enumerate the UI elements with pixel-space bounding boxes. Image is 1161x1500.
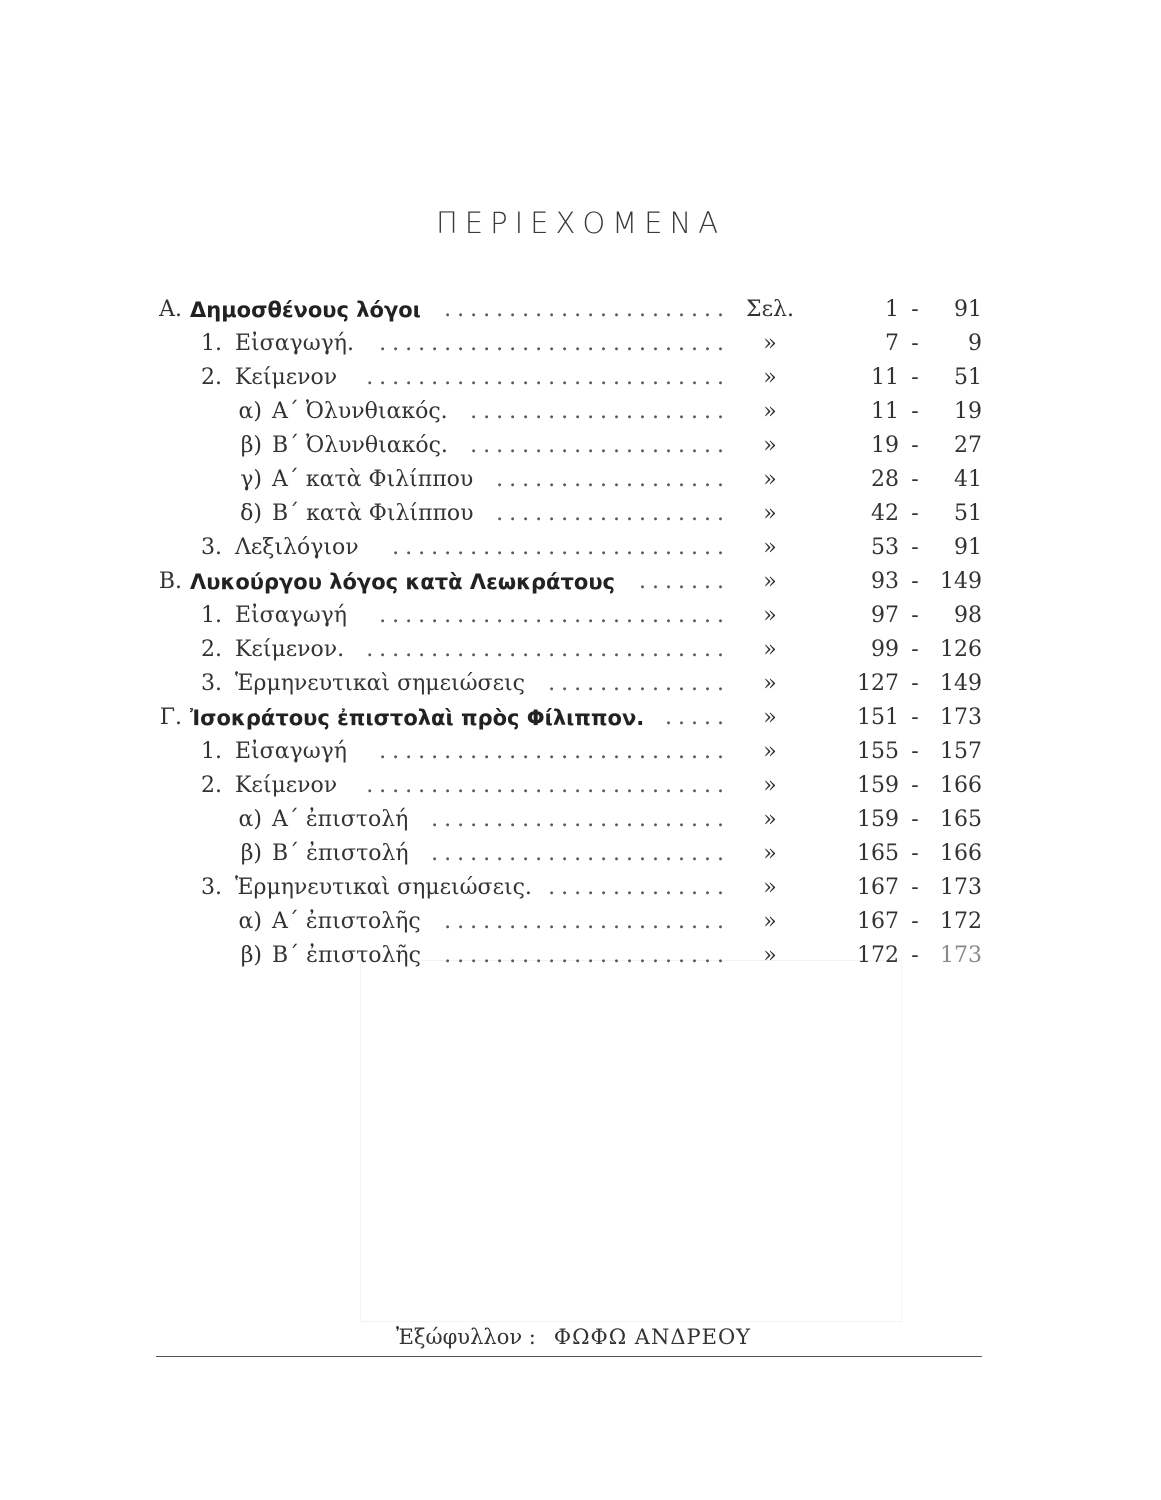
toc-entry-marker: γ) <box>240 467 262 492</box>
toc-entry-start-page: 167 <box>857 909 899 934</box>
toc-entry-leader-dots: ...................... <box>444 297 730 322</box>
toc-entry-start-page: 42 <box>871 501 899 526</box>
toc-entry-range-dash: - <box>911 773 919 798</box>
toc-entry-range-dash: - <box>911 875 919 900</box>
toc-entry-title: Λυκούργου λόγος κατὰ Λεωκράτους <box>190 570 615 594</box>
toc-entry-label <box>235 871 532 905</box>
toc-entry-marker: 1. <box>201 603 222 628</box>
toc-entry-label <box>235 361 337 395</box>
toc-entry-start-page: 19 <box>871 433 899 458</box>
toc-entry-start-page: 7 <box>885 331 899 356</box>
toc-entry-marker: 2. <box>201 365 222 390</box>
toc-entry-leader-dots: ............................ <box>366 365 730 390</box>
toc-entry-label <box>272 497 474 531</box>
toc-entry-start-page: 159 <box>857 773 899 798</box>
toc-entry-label <box>272 939 421 973</box>
toc-entry-range-dash: - <box>911 671 919 696</box>
page-title: ΠΕΡΙΕΧΟΜΕΝΑ <box>435 206 726 240</box>
toc-entry <box>0 293 1161 327</box>
toc-entry-start-page: 172 <box>857 943 899 968</box>
toc-entry-range-dash: - <box>911 467 919 492</box>
toc-entry-range-dash: - <box>911 603 919 628</box>
toc-entry-start-page: 99 <box>871 637 899 662</box>
toc-entry-leader-dots: .................. <box>496 501 730 526</box>
toc-entry-title: Α΄ ἐπιστολή <box>272 807 409 832</box>
toc-entry-start-page: 11 <box>871 365 899 390</box>
toc-entry-end-page: 165 <box>940 807 982 832</box>
toc-entry-page-prefix: » <box>763 433 777 458</box>
toc-entry-marker: 2. <box>201 773 222 798</box>
toc-entry-page-prefix: » <box>763 535 777 560</box>
toc-entry <box>0 837 1161 871</box>
toc-entry-marker: 3. <box>201 535 222 560</box>
toc-entry-label <box>272 803 408 837</box>
toc-entry-page-prefix: » <box>763 943 777 968</box>
toc-entry <box>0 599 1161 633</box>
toc-entry-title: Δημοσθένους λόγοι <box>190 298 421 322</box>
toc-entry-start-page: 1 <box>885 297 899 322</box>
toc-entry-marker: α) <box>238 807 262 832</box>
toc-entry-start-page: 53 <box>871 535 899 560</box>
toc-entry-leader-dots: ........................... <box>379 603 730 628</box>
toc-entry-marker: α) <box>238 909 262 934</box>
toc-entry <box>0 939 1161 973</box>
toc-entry-title: Εἰσαγωγή <box>235 603 347 628</box>
toc-entry-leader-dots: .................... <box>470 433 730 458</box>
toc-entry-leader-dots: ...................... <box>444 909 730 934</box>
toc-entry-title: Κείμενον. <box>235 637 345 662</box>
toc-entry-page-prefix: » <box>763 569 777 594</box>
toc-entry-page-prefix: » <box>763 467 777 492</box>
toc-entry <box>0 905 1161 939</box>
toc-entry-end-page: 173 <box>940 705 982 730</box>
toc-entry-end-page: 91 <box>954 535 982 560</box>
toc-entry-title: Β΄ κατὰ Φιλίππου <box>272 501 474 526</box>
cover-credit-label: Ἐξώφυλλον : <box>396 1325 536 1349</box>
toc-entry-label <box>235 327 354 361</box>
toc-entry-page-prefix: » <box>763 399 777 424</box>
toc-entry-range-dash: - <box>911 365 919 390</box>
toc-entry-marker: 1. <box>201 331 222 356</box>
toc-entry <box>0 327 1161 361</box>
toc-entry-title: Α΄ κατὰ Φιλίππου <box>272 467 474 492</box>
toc-entry-title: Εἰσαγωγή. <box>235 331 354 356</box>
toc-entry-title: Α΄ ἐπιστολῆς <box>272 909 421 934</box>
toc-entry-label <box>235 735 347 769</box>
toc-entry-end-page: 91 <box>954 297 982 322</box>
toc-entry-label <box>272 837 409 871</box>
toc-entry <box>0 429 1161 463</box>
toc-entry-label <box>235 769 337 803</box>
toc-entry <box>0 395 1161 429</box>
toc-entry-leader-dots: ....................... <box>431 807 730 832</box>
toc-entry-end-page: 173 <box>940 943 982 968</box>
toc-entry-end-page: 19 <box>954 399 982 424</box>
toc-entry-range-dash: - <box>911 705 919 730</box>
toc-entry-label <box>190 701 644 736</box>
toc-entry-leader-dots: .................... <box>470 399 730 424</box>
toc-entry-title: Α΄ Ὀλυνθιακός. <box>272 399 448 424</box>
toc-entry-start-page: 127 <box>857 671 899 696</box>
toc-entry-leader-dots: ........................... <box>379 739 730 764</box>
toc-entry-range-dash: - <box>911 943 919 968</box>
toc-entry-leader-dots: ...................... <box>444 943 730 968</box>
toc-entry-end-page: 149 <box>940 569 982 594</box>
show-through-frame <box>360 960 902 1322</box>
toc-entry-marker: 1. <box>201 739 222 764</box>
toc-entry-label <box>272 429 448 463</box>
toc-entry-title: Κείμενον <box>235 773 338 798</box>
toc-entry-page-prefix: » <box>763 603 777 628</box>
toc-entry-range-dash: - <box>911 297 919 322</box>
toc-entry-label <box>272 463 473 497</box>
toc-entry-end-page: 41 <box>954 467 982 492</box>
toc-entry <box>0 463 1161 497</box>
toc-entry <box>0 531 1161 565</box>
toc-entry-end-page: 126 <box>940 637 982 662</box>
toc-entry-end-page: 149 <box>940 671 982 696</box>
toc-entry-page-prefix: » <box>763 365 777 390</box>
cover-credit-name: ΦΩΦΩ ΑΝΔΡΕΟΥ <box>553 1325 752 1349</box>
toc-entry <box>0 701 1161 735</box>
toc-entry-range-dash: - <box>911 331 919 356</box>
toc-entry-leader-dots: .................. <box>496 467 730 492</box>
credit-rule <box>156 1356 982 1357</box>
toc-entry-title: Εἰσαγωγή <box>235 739 347 764</box>
toc-entry-end-page: 27 <box>954 433 982 458</box>
toc-entry <box>0 633 1161 667</box>
toc-entry-end-page: 173 <box>940 875 982 900</box>
cover-credit <box>396 1325 751 1349</box>
toc-entry-marker: 3. <box>201 875 222 900</box>
toc-entry-page-prefix: » <box>763 773 777 798</box>
toc-entry-leader-dots: ............................ <box>366 773 730 798</box>
toc-entry-page-prefix: » <box>763 739 777 764</box>
toc-entry-leader-dots: .......................... <box>392 535 730 560</box>
toc-entry-title: Ἰσοκράτους ἐπιστολαὶ πρὸς Φίλιππον. <box>190 706 645 730</box>
toc-entry-start-page: 97 <box>871 603 899 628</box>
toc-entry-label <box>190 293 421 328</box>
toc-entry <box>0 803 1161 837</box>
toc-entry-start-page: 165 <box>857 841 899 866</box>
toc-entry-start-page: 151 <box>857 705 899 730</box>
toc-entry-start-page: 11 <box>871 399 899 424</box>
toc-entry-page-prefix: » <box>763 875 777 900</box>
toc-entry-marker: Β. <box>158 569 182 594</box>
toc-entry-marker: β) <box>240 841 262 866</box>
toc-entry-label <box>272 395 448 429</box>
toc-entry-page-prefix: » <box>763 705 777 730</box>
toc-entry-start-page: 167 <box>857 875 899 900</box>
toc-entry-end-page: 51 <box>954 365 982 390</box>
toc-entry-page-prefix: » <box>763 637 777 662</box>
toc-entry-label <box>235 667 525 701</box>
toc-entry-end-page: 166 <box>940 773 982 798</box>
toc-entry-title: Β΄ ἐπιστολῆς <box>272 943 421 968</box>
toc-entry-range-dash: - <box>911 807 919 832</box>
toc-entry-label <box>235 633 344 667</box>
toc-entry-marker: Α. <box>159 297 182 322</box>
toc-entry <box>0 735 1161 769</box>
toc-entry-marker: β) <box>240 433 262 458</box>
toc-entry-title: Ἑρμηνευτικαὶ σημειώσεις <box>235 671 525 696</box>
toc-entry-range-dash: - <box>911 637 919 662</box>
toc-entry-marker: 2. <box>201 637 222 662</box>
toc-entry-title: Β΄ ἐπιστολή <box>272 841 409 866</box>
toc-entry-range-dash: - <box>911 841 919 866</box>
toc-entry <box>0 361 1161 395</box>
toc-entry <box>0 565 1161 599</box>
toc-entry-start-page: 28 <box>871 467 899 492</box>
toc-entry-label <box>190 565 615 600</box>
toc-entry-label <box>235 531 359 565</box>
toc-entry-leader-dots: ....................... <box>431 841 730 866</box>
toc-entry-page-prefix: Σελ. <box>746 297 794 322</box>
toc-entry-marker: α) <box>238 399 262 424</box>
toc-entry-marker: β) <box>240 943 262 968</box>
toc-entry-range-dash: - <box>911 501 919 526</box>
toc-entry-page-prefix: » <box>763 909 777 934</box>
toc-entry-start-page: 159 <box>857 807 899 832</box>
toc-entry-marker: Γ. <box>159 705 182 730</box>
toc-entry-leader-dots: ............................ <box>366 637 730 662</box>
toc-entry-end-page: 98 <box>954 603 982 628</box>
toc-entry <box>0 769 1161 803</box>
toc-entry-page-prefix: » <box>763 501 777 526</box>
toc-entry-page-prefix: » <box>763 671 777 696</box>
table-of-contents <box>0 293 1161 973</box>
toc-entry-end-page: 157 <box>940 739 982 764</box>
toc-entry-title: Β΄ Ὀλυνθιακός. <box>272 433 448 458</box>
toc-entry-title: Λεξιλόγιον <box>235 535 359 560</box>
toc-entry-end-page: 51 <box>954 501 982 526</box>
toc-entry-start-page: 155 <box>857 739 899 764</box>
toc-entry-leader-dots: .............. <box>548 671 730 696</box>
toc-entry-marker: 3. <box>201 671 222 696</box>
toc-entry-start-page: 93 <box>871 569 899 594</box>
toc-entry <box>0 871 1161 905</box>
toc-entry-range-dash: - <box>911 909 919 934</box>
toc-entry-range-dash: - <box>911 739 919 764</box>
toc-entry-page-prefix: » <box>763 841 777 866</box>
toc-entry-range-dash: - <box>911 569 919 594</box>
toc-entry-leader-dots: ........................... <box>379 331 730 356</box>
toc-entry-leader-dots: .............. <box>548 875 730 900</box>
toc-entry-end-page: 166 <box>940 841 982 866</box>
toc-entry-range-dash: - <box>911 399 919 424</box>
toc-entry-range-dash: - <box>911 433 919 458</box>
toc-entry-leader-dots: ....... <box>639 569 730 594</box>
toc-entry-title: Ἑρμηνευτικαὶ σημειώσεις. <box>235 875 532 900</box>
toc-entry-leader-dots: ..... <box>665 705 730 730</box>
toc-entry-end-page: 172 <box>940 909 982 934</box>
toc-entry-range-dash: - <box>911 535 919 560</box>
toc-entry <box>0 497 1161 531</box>
toc-entry-page-prefix: » <box>763 807 777 832</box>
toc-entry-label <box>272 905 421 939</box>
toc-entry-marker: δ) <box>240 501 262 526</box>
toc-entry-title: Κείμενον <box>235 365 338 390</box>
toc-entry-label <box>235 599 347 633</box>
toc-entry-end-page: 9 <box>968 331 982 356</box>
toc-entry-page-prefix: » <box>763 331 777 356</box>
toc-entry <box>0 667 1161 701</box>
